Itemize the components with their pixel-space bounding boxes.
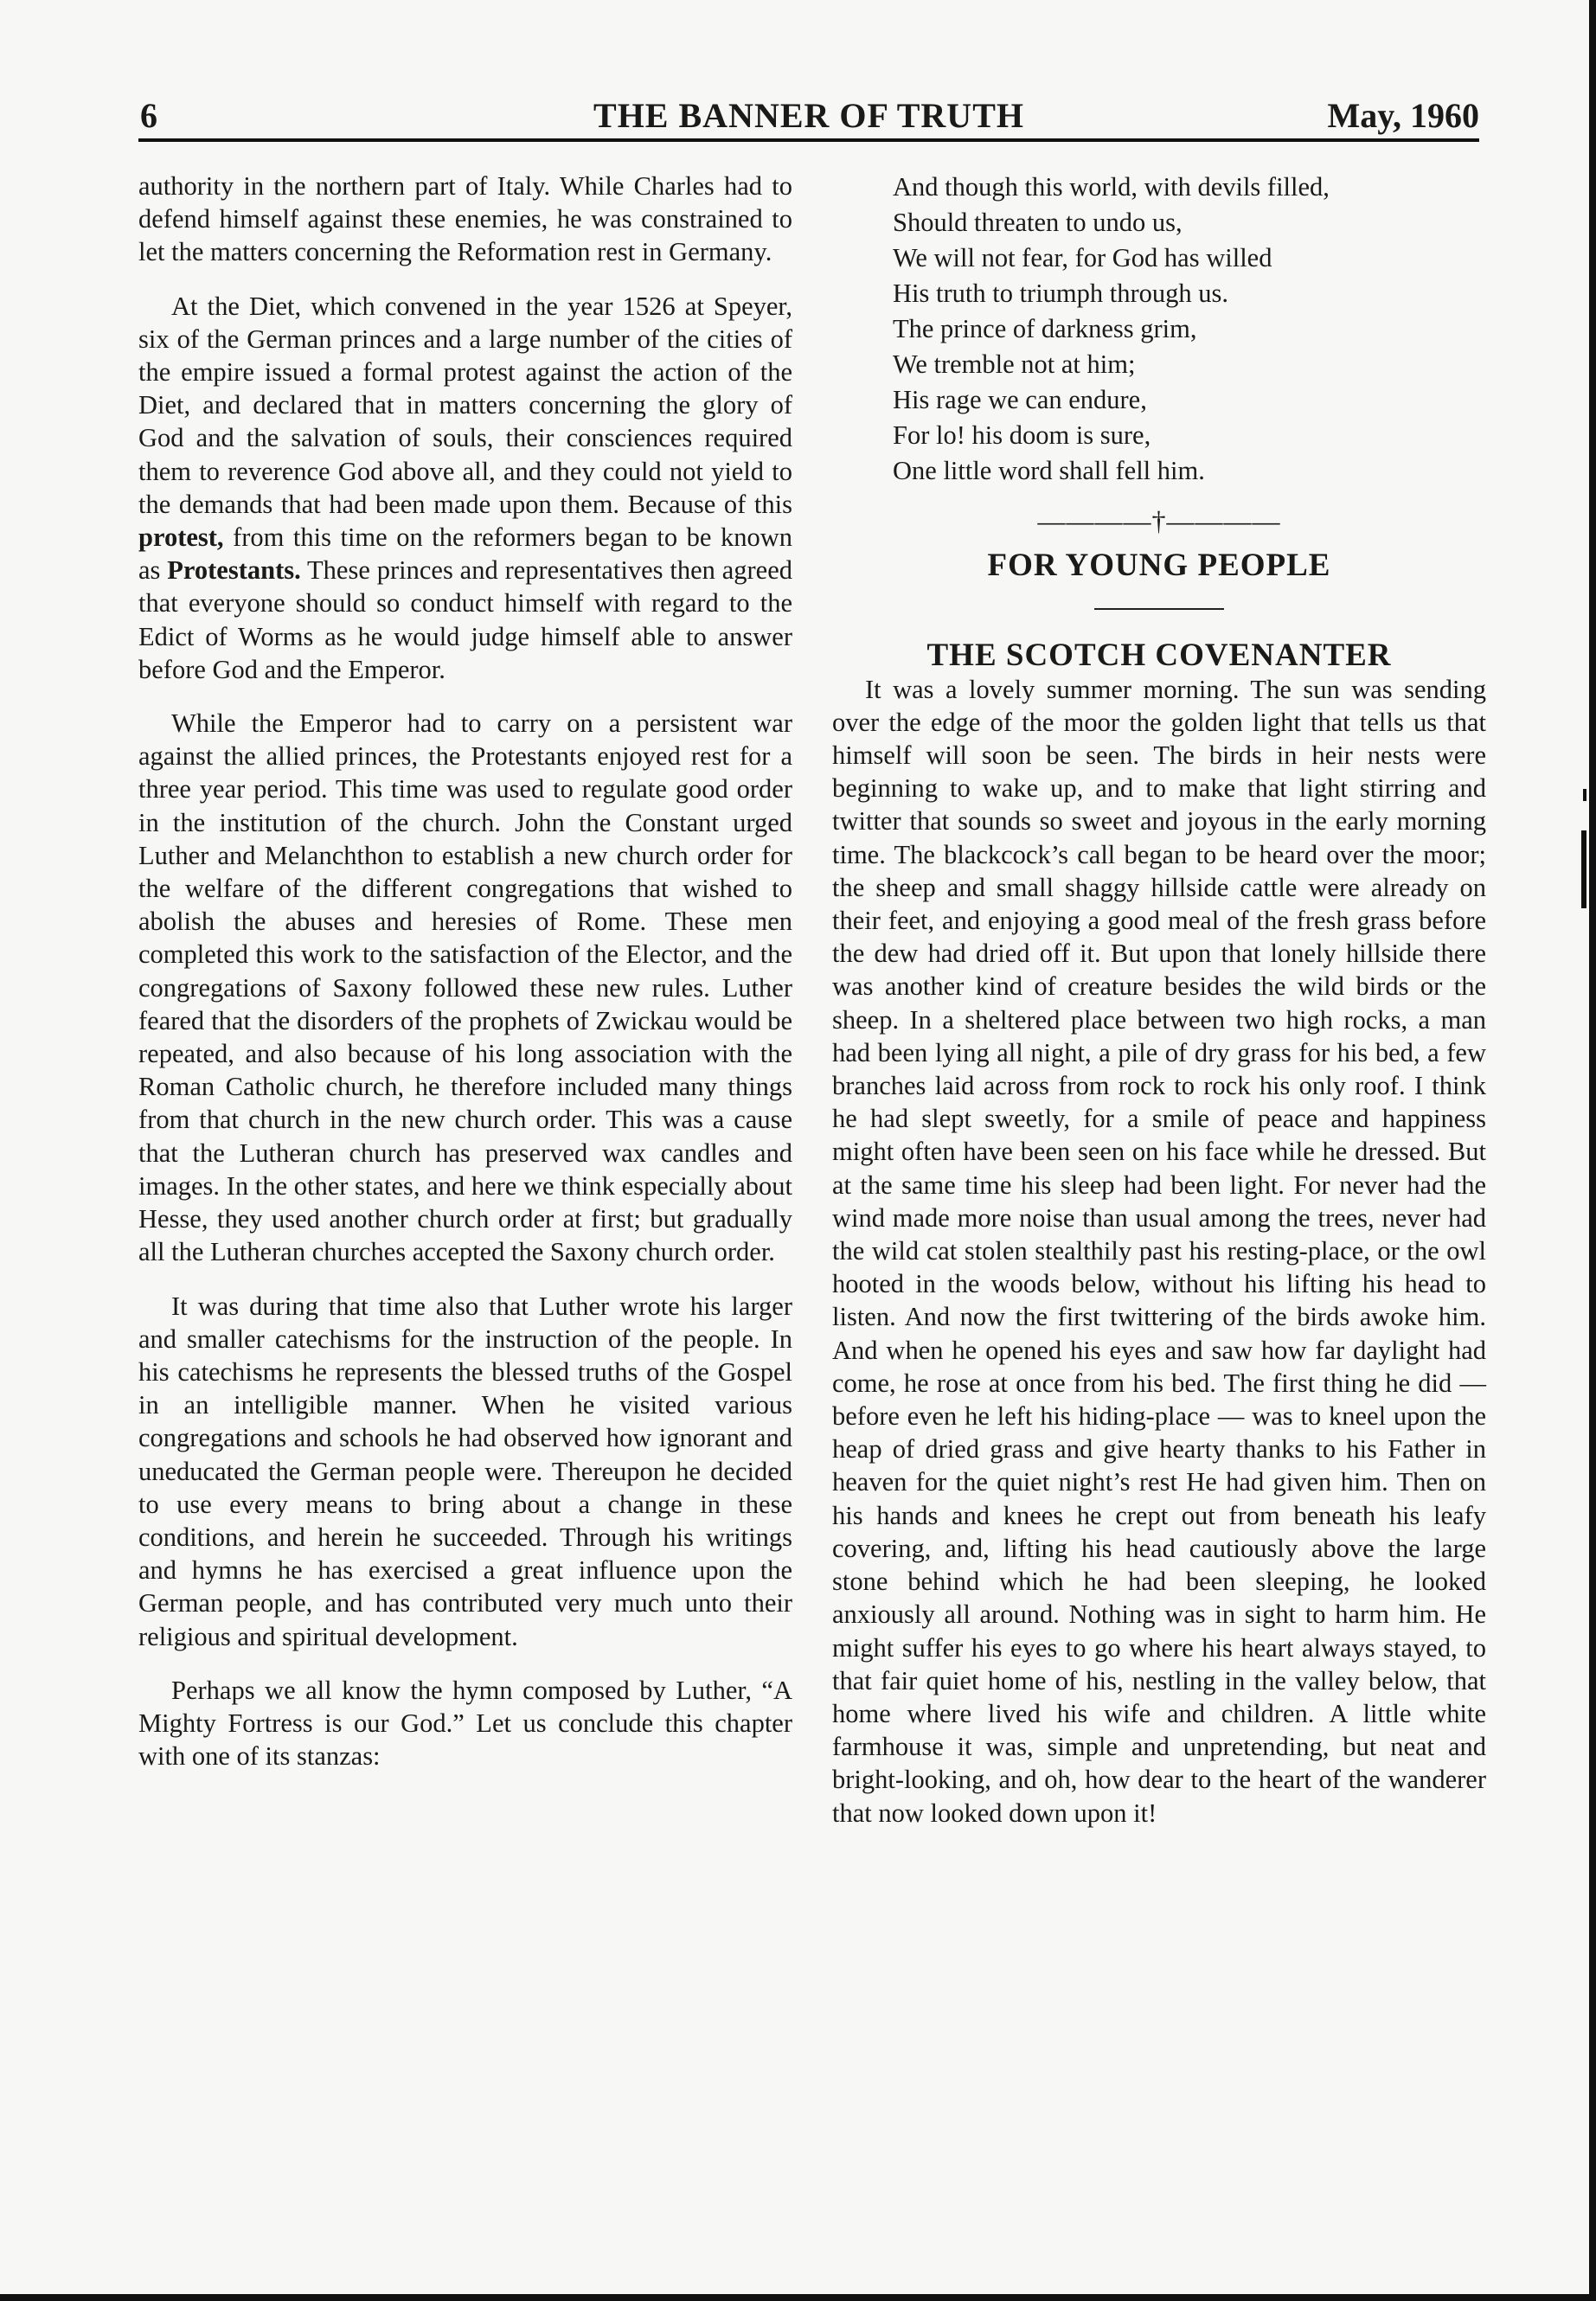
right-column bbox=[832, 170, 1486, 1830]
paragraph-1: authority in the northern part of Italy. While Charles had to defend himself against these enemies, he was constrained to let the matters concerning the Reformation rest in Germany. bbox=[138, 171, 792, 267]
bold-protest: protest, bbox=[138, 522, 224, 553]
story-title: THE SCOTCH COVENANTER bbox=[926, 638, 1392, 674]
poem-line: We tremble not at him; bbox=[893, 349, 1136, 379]
cross-divider: ————†———— bbox=[1037, 505, 1281, 536]
poem-line: For lo! his doom is sure, bbox=[893, 420, 1151, 450]
story-text: It was a lovely summer morning. The sun was sending over the edge of the moor the golden light that tells us that himself will soon be seen. The birds in heir nests were beginning to wake up, and to make that light stirring and twitter that sounds so sweet and joyous in the early morning time. The blackcock’s call began to be heard over the moor; the sheep and small shaggy hillside cattle were already on their feet, and enjoying a good meal of the fresh grass before the dew had dried off it. But upon that lonely hillside there was another kind of creature besides the wild birds or the sheep. In a sheltered place between two high rocks, a man had been lying all night, a pile of dry grass for his bed, a few branches laid across from rock to rock his only roof. I think he had slept sweetly, for a smile of peace and happiness might often have been seen on his face while he dressed. But at the same time his sleep had been light. For never had the wind made more noise than usual among the trees, never had the wild cat stolen stealthily past his resting-place, or the owl hooted in the woods below, without his lifting his head to listen. And now the first twittering of the birds awoke him. And when he opened his eyes and saw how far daylight had come, he rose at once from his bed. The first thing he did — before even he left his hiding-place — was to kneel upon the heap of dried grass and give hearty thanks to his Father in heaven for the quiet night’s rest He had given him. Then on his hands and knees he crept out from beneath his leafy covering, and, lifting his head cautiously above the large stone behind which he had been sleeping, he looked anxiously all around. Nothing was in sight to harm him. He might suffer his eyes to go where his heart always stayed, to that fair quiet home of his, nestling in the valley below, that home where lived his wife and children. A little white farmhouse it was, simple and unpretending, but neat and bright-looking, and oh, how dear to the heart of the wanderer that now looked down upon it! bbox=[832, 674, 1486, 1828]
paragraph-4: It was during that time also that Luther wrote his larger and smaller catechisms for the instruction of the people. In his catechisms he represents the blessed truths of the Gospel in an intelligible manner. When he visited various congregations and schools he had observed how ignorant and uneducated the German people were. Thereupon he decided to use every means to bring about a change in these conditions, and herein he succeeded. Through his writings and hymns he has exercised a great influence upon the German people, and has contributed very much unto their religious and spiritual development. bbox=[138, 1291, 792, 1651]
scan-mark bbox=[1583, 789, 1586, 801]
left-column bbox=[138, 170, 792, 1793]
scan-mark bbox=[1581, 830, 1586, 908]
poem-line: Should threaten to undo us, bbox=[893, 208, 1183, 237]
poem-line: We will not fear, for God has willed bbox=[893, 243, 1272, 272]
section-title: FOR YOUNG PEOPLE bbox=[987, 548, 1331, 584]
issue-date: May, 1960 bbox=[1327, 96, 1479, 135]
poem-line: His rage we can endure, bbox=[893, 385, 1147, 414]
paragraph-5: Perhaps we all know the hymn composed by Luther, “A Mighty Fortress is our God.” Let us conclude this chapter with one of its stanzas: bbox=[138, 1675, 792, 1772]
poem-line: One little word shall fell him. bbox=[893, 456, 1205, 485]
bold-protestants: Protestants. bbox=[167, 555, 301, 586]
paragraph-3: While the Emperor had to carry on a persistent war against the allied princes, the Protestants enjoyed rest for a three year period. This time was used to regulate good order in the institution of the church. John the Constant urged Luther and Melanchthon to establish a new church order for the welfare of the different congregations that wished to abolish the abuses and heresies of Rome. These men completed this work to the satisfaction of the Elector, and the congregations of Saxony followed these new rules. Luther feared that the disorders of the prophets of Zwickau would be repeated, and also because of his long association with the Roman Catholic church, he therefore included many things from that church in the new church order. This was a cause that the Lutheran church has preserved wax candles and images. In the other states, and here we think especially about Hesse, they used another church order at first; but gradually all the Lutheran churches accepted the Saxony church order. bbox=[138, 708, 792, 1267]
hymn-stanza bbox=[893, 170, 1486, 489]
poem-line: His truth to triumph through us. bbox=[893, 279, 1229, 308]
publication-title: THE BANNER OF TRUTH bbox=[593, 96, 1024, 135]
poem-line: And though this world, with devils filled, bbox=[893, 172, 1330, 202]
poem-line: The prince of darkness grim, bbox=[893, 314, 1197, 343]
page-number: 6 bbox=[140, 96, 157, 135]
section-rule bbox=[1094, 608, 1224, 610]
paragraph-2: At the Diet, which convened in the year 1526 at Speyer, six of the German princes and a large number of the cities of the empire issued a formal protest against the action of the Diet, and declared that in matters concerning the glory of God and the salvation of souls, their consciences required them to reverence God above all, and they could not yield to the demands that had been made upon them. Because of this protest, from this time on the reformers began to be known as Protestants. These princes and representatives then agreed that everyone should so conduct himself with regard to the Edict of Worms as he would judge himself able to answer before God and the Emperor. bbox=[138, 291, 792, 684]
page-header bbox=[138, 93, 1479, 142]
